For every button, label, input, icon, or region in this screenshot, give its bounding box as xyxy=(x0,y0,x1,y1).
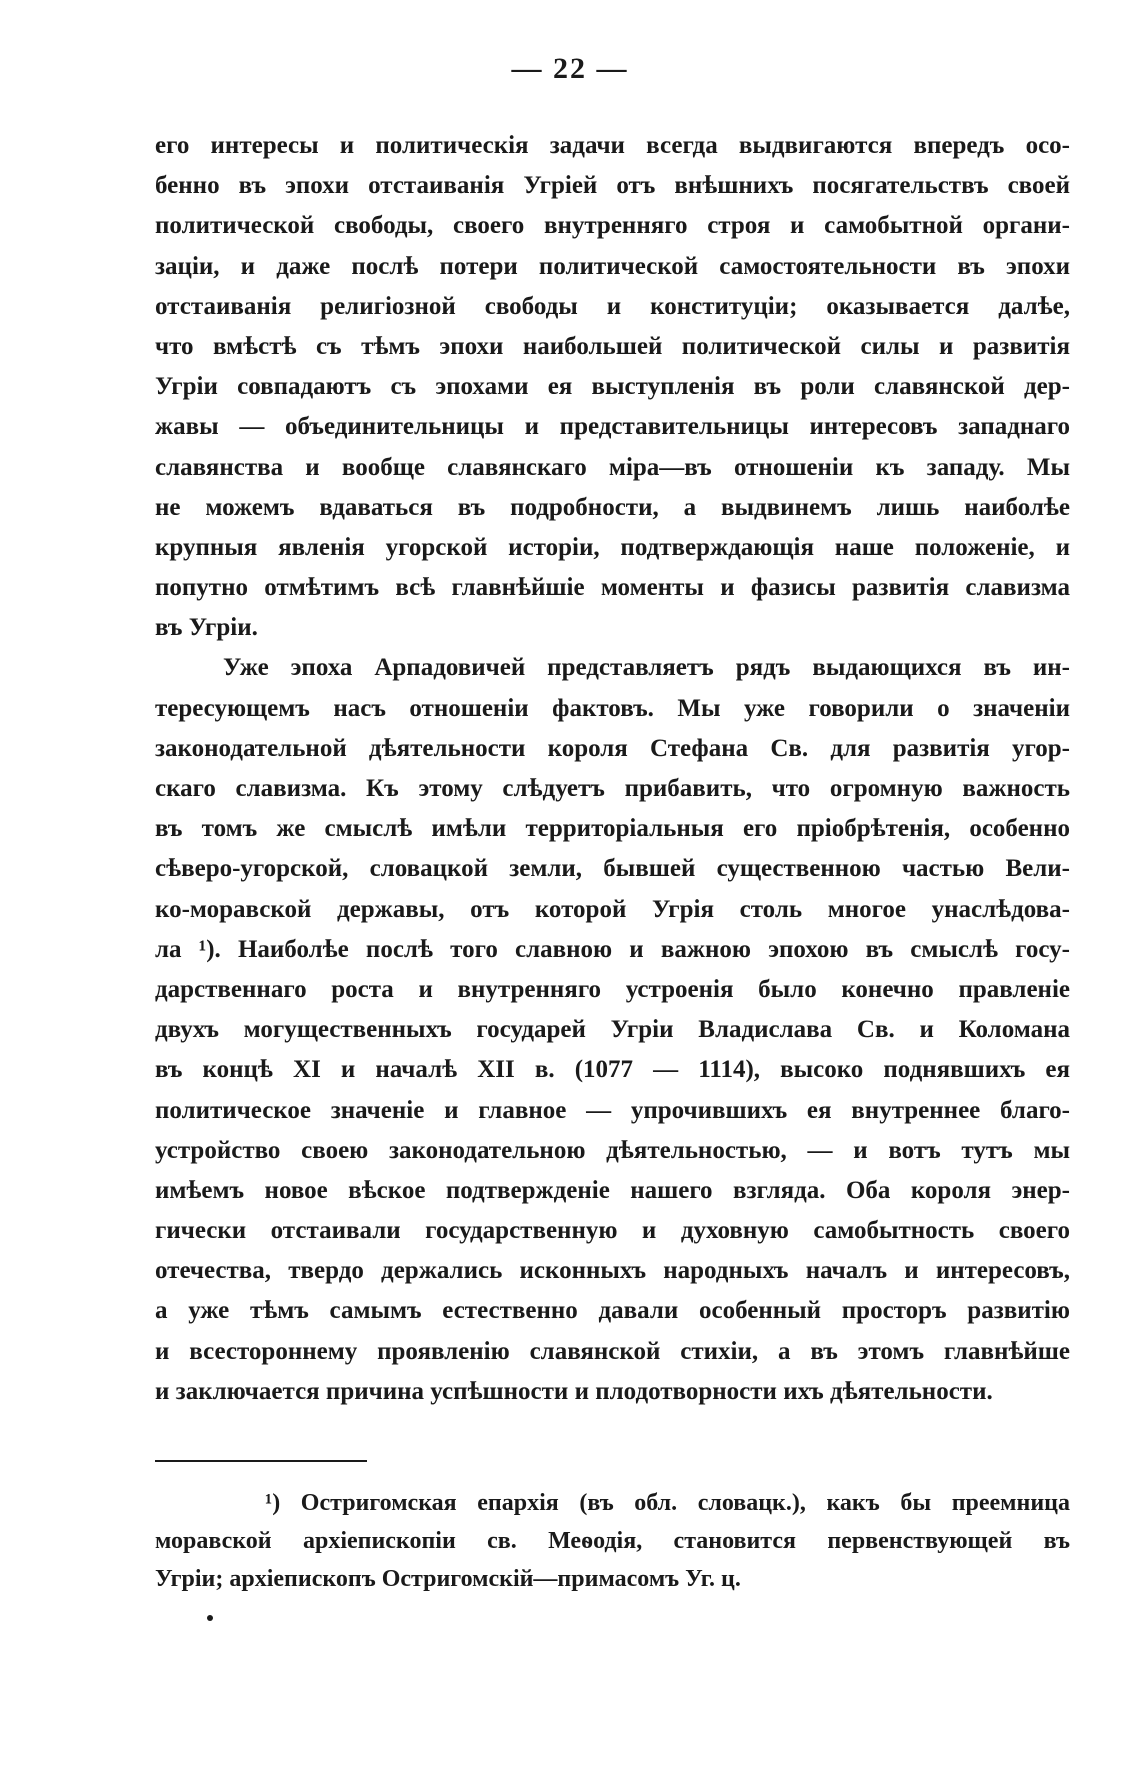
text-line: ла ¹). Наиболѣе послѣ того славною и важною эпохою въ смыслѣ госу- xyxy=(155,935,1070,963)
text-line: политической свободы, своего внутренняго строя и самобытной органи- xyxy=(155,212,1070,240)
footnote-line: Угріи; архіепископъ Остригомскій—примасомъ Уг. ц. xyxy=(155,1566,741,1592)
main-text xyxy=(155,126,1070,1412)
text-line: имѣемъ новое вѣское подтвержденіе нашего взгляда. Оба короля энер- xyxy=(155,1176,1070,1204)
text-line: дарственнаго роста и внутренняго устроенія было конечно правленіе xyxy=(155,975,1070,1003)
text-line: крупныя явленія угорской исторіи, подтверждающія наше положеніе, и xyxy=(155,533,1070,561)
text-line: тересующемъ насъ отношеніи фактовъ. Мы уже говорили о значеніи xyxy=(155,694,1070,722)
text-line: Уже эпоха Арпадовичей представляетъ рядъ выдающихся въ ин- xyxy=(223,654,1070,682)
text-line: отстаиванія религіозной свободы и конституціи; оказывается далѣе, xyxy=(155,292,1070,320)
text-line: въ томъ же смыслѣ имѣли территоріальныя его пріобрѣтенія, особенно xyxy=(155,815,1070,843)
footnotes xyxy=(155,1484,1070,1598)
text-line: двухъ могущественныхъ государей Угріи Владислава Св. и Коломана xyxy=(155,1016,1070,1044)
text-line: бенно въ эпохи отстаиванія Угріей отъ внѣшнихъ посягательствъ своей xyxy=(155,172,1070,200)
text-line: политическое значеніе и главное — упрочившихъ ея внутреннее благо- xyxy=(155,1096,1070,1124)
footnote-divider xyxy=(155,1460,367,1462)
text-line: славянства и вообще славянскаго міра—въ отношеніи къ западу. Мы xyxy=(155,453,1070,481)
text-line: устройство своею законодательною дѣятельностью, — и вотъ тутъ мы xyxy=(155,1136,1070,1164)
text-line: не можемъ вдаваться въ подробности, а выдвинемъ лишь наиболѣе xyxy=(155,493,1070,521)
text-line: отечества, твердо держались исконныхъ народныхъ началъ и интересовъ, xyxy=(155,1257,1070,1285)
footnote-line: ¹) Остригомская епархія (въ обл. словацк.), какъ бы преемница xyxy=(265,1490,1070,1516)
text-line: его интересы и политическія задачи всегда выдвигаются впередъ осо- xyxy=(155,132,1070,159)
footnote-line: моравской архіепископіи св. Меѳодія, становится первенствующей въ xyxy=(155,1528,1070,1554)
text-line: что вмѣстѣ съ тѣмъ эпохи наибольшей политической силы и развитія xyxy=(155,332,1070,360)
text-line: скаго славизма. Къ этому слѣдуетъ прибавить, что огромную важность xyxy=(155,775,1070,802)
text-line: гически отстаивали государственную и духовную самобытность своего xyxy=(155,1217,1070,1245)
ink-spot xyxy=(207,1615,213,1621)
text-line: заціи, и даже послѣ потери политической самостоятельности въ эпохи xyxy=(155,252,1070,280)
page-number: — 22 — xyxy=(511,52,629,85)
text-line: сѣверо-угорской, словацкой земли, бывшей существенною частью Вели- xyxy=(155,855,1070,883)
text-line: жавы — объединительницы и представительницы интересовъ западнаго xyxy=(155,413,1070,441)
text-line: въ Угріи. xyxy=(155,614,258,642)
text-line: ко-моравской державы, отъ которой Угрія столь многое унаслѣдова- xyxy=(155,895,1070,923)
text-line: попутно отмѣтимъ всѣ главнѣйшіе моменты и фазисы развитія славизма xyxy=(155,574,1070,602)
text-line: Угріи совпадаютъ съ эпохами ея выступленія въ роли славянской дер- xyxy=(155,373,1070,401)
text-line: законодательной дѣятельности короля Стефана Св. для развитія угор- xyxy=(155,734,1070,762)
text-line: въ концѣ XI и началѣ XII в. (1077 — 1114), высоко поднявшихъ ея xyxy=(155,1056,1070,1084)
text-line: и всестороннему проявленію славянской стихіи, а въ этомъ главнѣйше xyxy=(155,1337,1070,1365)
text-line: и заключается причина успѣшности и плодотворности ихъ дѣятельности. xyxy=(155,1377,993,1405)
text-line: а уже тѣмъ самымъ естественно давали особенный просторъ развитію xyxy=(155,1297,1070,1325)
